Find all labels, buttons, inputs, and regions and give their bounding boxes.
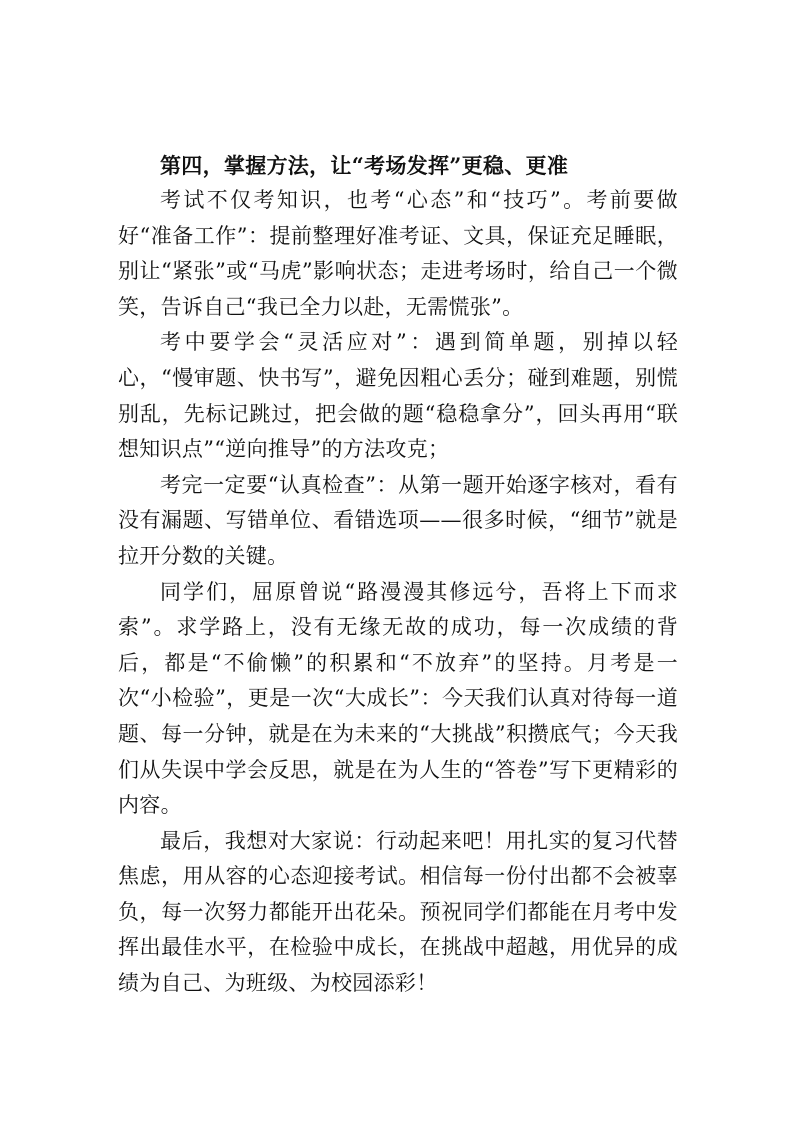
section-heading: 第四，掌握方法，让“考场发挥”更稳、更准 — [160, 153, 569, 178]
paragraph-exam-mindset: 考试不仅考知识，也考“心态”和“技巧”。考前要做好“准备工作”：提前整理好准考证、文具，保证充足睡眠，别让“紧张”或“马虎”影响状态；走进考场时，给自己一个微笑，告诉自己“我已全力以赴，无需慌张”。 — [118, 188, 678, 319]
paragraph-after-exam: 考完一定要“认真检查”：从第一题开始逐字核对，看有没有漏题、写错单位、看错选项——很多时候，“细节”就是拉开分数的关键。 — [118, 472, 678, 568]
paragraph-encouragement: 同学们，屈原曾说“路漫漫其修远兮，吾将上下而求索”。求学路上，没有无缘无故的成功，每一次成绩的背后，都是“不偷懒”的积累和“不放弃”的坚持。月考是一次“小检验”，更是一次“大成长”：今天我们认真对待每一道题、每一分钟，就是在为未来的“大挑战”积攒底气；今天我们从失误中学会反思，就是在为人生的“答卷”写下更精彩的内容。 — [118, 579, 678, 818]
paragraph-closing: 最后，我想对大家说：行动起来吧！用扎实的复习代替焦虑，用从容的心态迎接考试。相信每一份付出都不会被辜负，每一次努力都能开出花朵。预祝同学们都能在月考中发挥出最佳水平，在检验中成长，在挑战中超越，用优异的成绩为自己、为班级、为校园添彩！ — [118, 828, 678, 996]
document-body — [118, 148, 678, 1002]
paragraph-during-exam: 考中要学会“灵活应对”：遇到简单题，别掉以轻心，“慢审题、快书写”，避免因粗心丢分；碰到难题，别慌别乱，先标记跳过，把会做的题“稳稳拿分”，回头再用“联想知识点”“逆向推导”的方法攻克； — [118, 330, 678, 462]
